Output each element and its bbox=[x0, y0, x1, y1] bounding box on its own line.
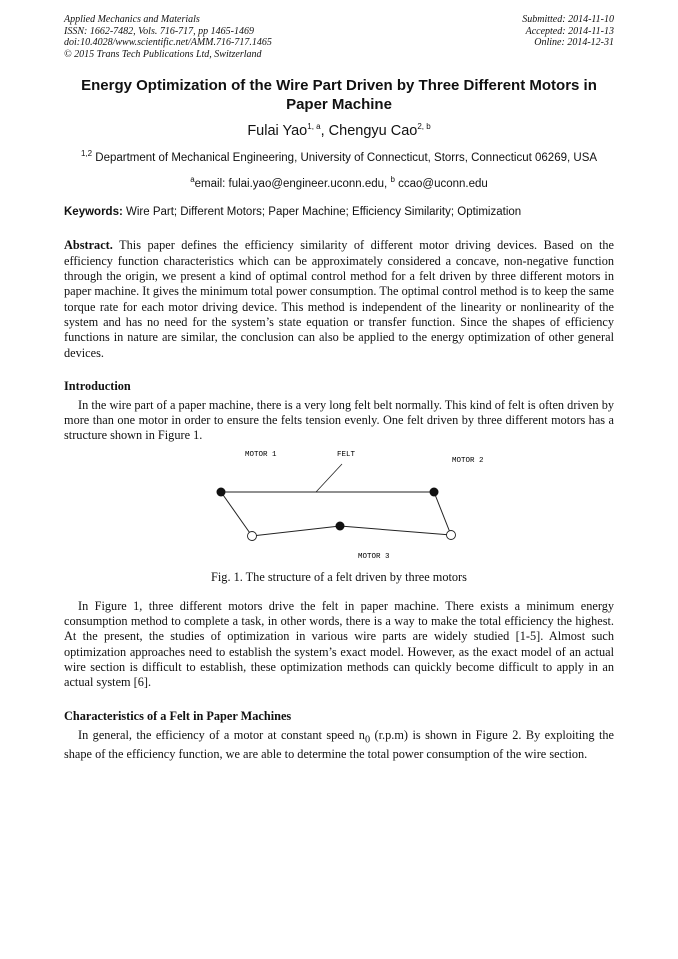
journal-info bbox=[64, 14, 384, 60]
journal-header bbox=[64, 14, 614, 64]
intro-paragraph: In Figure 1, three different motors drive the felt in paper machine. There exists a minimum energy consumption method to complete a task, in other words, there is a way to make the total efficiency the highest. At the present, the studies of optimization in various wire parts are widely studied [1-5]. Almost such optimization approaches need to establish the system’s exact model. However, as the exact model of an actual wire section is difficult to establish, these optimization methods can quickly become difficult to apply in an actual system [6]. bbox=[64, 598, 614, 690]
intro-paragraph: In the wire part of a paper machine, there is a very long felt belt normally. This kind of felt is often driven by more than one motor in order to ensure the felts tension evenly. One felt driven by three different motors has a structure shown in Figure 1. bbox=[64, 397, 614, 443]
felt-right-span bbox=[434, 492, 451, 535]
figure-1-caption: Fig. 1. The structure of a felt driven by three motors bbox=[211, 569, 467, 584]
motor-2-label: MOTOR 2 bbox=[452, 456, 484, 465]
motor-3-roller bbox=[336, 521, 345, 530]
paragraph-text: In general, the efficiency of a motor at constant speed n bbox=[78, 727, 365, 742]
paper-page bbox=[64, 14, 614, 763]
journal-copyright: © 2015 Trans Tech Publications Ltd, Switzerland bbox=[64, 48, 262, 60]
accepted-date: Accepted: 2014-11-13 bbox=[525, 25, 614, 37]
author-separator: , bbox=[320, 122, 329, 139]
submitted-date: Submitted: 2014-11-10 bbox=[522, 14, 614, 25]
affiliation-marker: 1,2 bbox=[80, 148, 93, 158]
speed-subscript: 0 bbox=[364, 733, 371, 745]
idler-roller-right bbox=[447, 530, 456, 539]
felt-bottom-right-span bbox=[340, 526, 451, 535]
journal-name: Applied Mechanics and Materials bbox=[64, 14, 200, 25]
keywords bbox=[64, 205, 614, 219]
submission-dates bbox=[384, 14, 614, 49]
online-date: Online: 2014-12-31 bbox=[534, 37, 614, 48]
section-heading-characteristics: Characteristics of a Felt in Paper Machines bbox=[64, 708, 292, 723]
felt-left-span bbox=[221, 492, 252, 536]
email-marker: a bbox=[190, 174, 195, 184]
email-marker: b bbox=[390, 174, 395, 184]
felt-label: FELT bbox=[337, 450, 356, 459]
author-affiliation-marker: 1, a bbox=[307, 122, 321, 131]
motor-3-label: MOTOR 3 bbox=[358, 552, 390, 560]
author-emails bbox=[64, 173, 614, 191]
abstract-text: This paper defines the efficiency similarity of different motor driving devices. Based on the efficiency function characteristics which can be approximately considered a concave, non-negative function through the origin, we present a kind of optimal control method for a felt driven by three different motors in paper machine. It gives the minimum total power consumption. The optimal control method is to keep the same torque rate for each motor driving device. This method is independent of the linearity or nonlinearity of the system and has no need for the system’s state equation or transfer function. Since the shapes of efficiency functions in nature are similar, the conclusion can also be applied to the energy optimization of other general devices. bbox=[64, 238, 614, 360]
idler-roller-left bbox=[248, 531, 257, 540]
author-name: Chengyu Cao bbox=[328, 122, 418, 139]
motor-1-roller bbox=[217, 487, 226, 496]
felt-structure-diagram bbox=[64, 448, 614, 560]
abstract bbox=[64, 238, 614, 360]
abstract-label: Abstract. bbox=[64, 238, 113, 253]
journal-doi: doi:10.4028/www.scientific.net/AMM.716-717.1465 bbox=[64, 37, 272, 48]
journal-issn: ISSN: 1662-7482, Vols. 716-717, pp 1465-1469 bbox=[64, 25, 254, 37]
email-text: ccao@uconn.edu bbox=[394, 177, 488, 190]
author-list bbox=[64, 118, 614, 140]
felt-bottom-left-span bbox=[252, 526, 340, 536]
motor-2-roller bbox=[430, 487, 439, 496]
affiliation bbox=[64, 147, 614, 165]
characteristics-paragraph bbox=[64, 728, 614, 763]
email-text: email: fulai.yao@engineer.uconn.edu, bbox=[194, 177, 391, 190]
section-heading-introduction: Introduction bbox=[64, 378, 131, 393]
figure-1 bbox=[64, 448, 614, 560]
motor-1-label: MOTOR 1 bbox=[245, 450, 277, 459]
affiliation-text: Department of Mechanical Engineering, University of Connecticut, Storrs, Connecticut 06269, USA bbox=[92, 151, 598, 164]
author-name: Fulai Yao bbox=[247, 122, 308, 139]
keywords-label: Keywords: bbox=[64, 206, 123, 219]
felt-leader-line bbox=[316, 464, 342, 492]
paper-title: Energy Optimization of the Wire Part Driven by Three Different Motors in Paper Machine bbox=[81, 77, 597, 113]
keywords-text: Wire Part; Different Motors; Paper Machine; Efficiency Similarity; Optimization bbox=[122, 206, 522, 219]
paragraph-text: (r.p.m) is shown in Figure 2. By exploiting the shape of the efficiency function, we are able to determine the total power consumption of the wire section. bbox=[64, 727, 614, 762]
author-affiliation-marker: 2, b bbox=[417, 122, 431, 131]
